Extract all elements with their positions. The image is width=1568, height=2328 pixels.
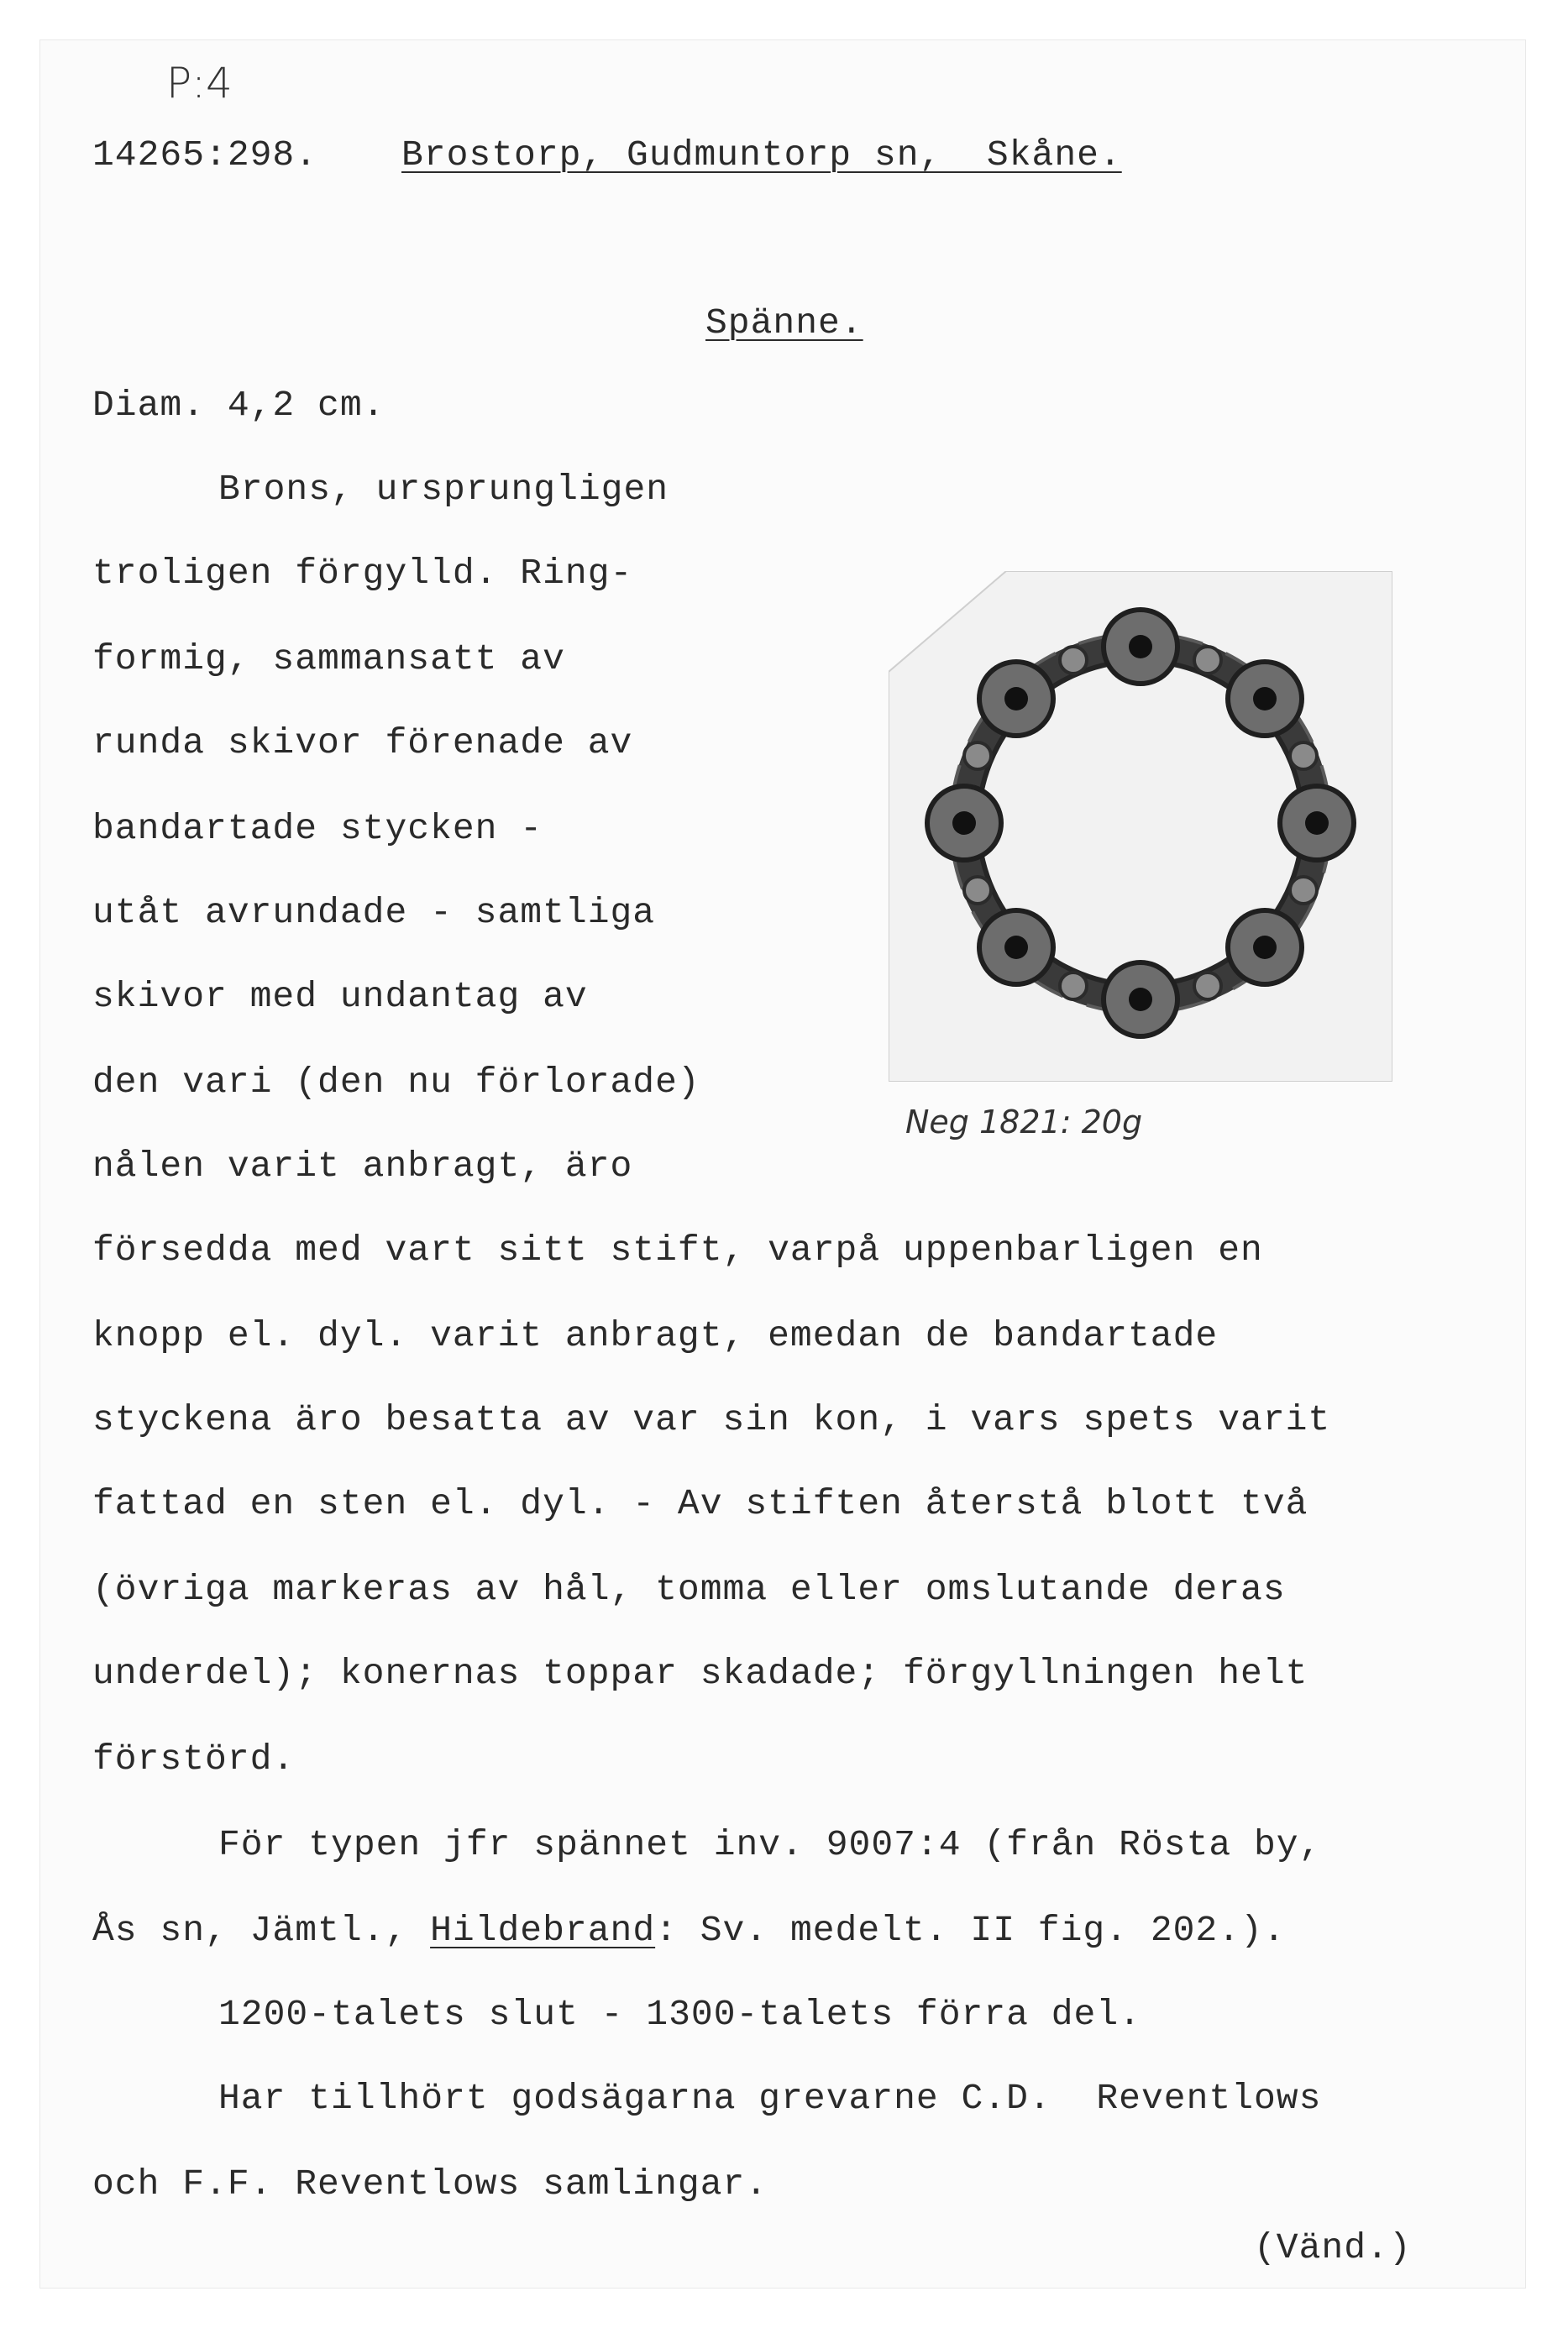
object-photograph	[889, 571, 1392, 1082]
description-line-5: bandartade stycken -	[92, 808, 543, 849]
description-line-2: troligen förgylld. Ring-	[92, 553, 633, 594]
diameter: Diam. 4,2 cm.	[92, 385, 385, 426]
object-title: Spänne.	[705, 302, 863, 343]
full-line-2: knopp el. dyl. varit anbragt, emedan de bandartade	[92, 1315, 1219, 1356]
description-line-1: Brons, ursprungligen	[218, 469, 669, 510]
provenance-line-1: Har tillhört godsägarna grevarne C.D. Reventlows	[218, 2078, 1322, 2119]
inventory-number: 14265:298.	[92, 134, 318, 176]
description-line-3: formig, sammansatt av	[92, 638, 565, 679]
description-line-8: den vari (den nu förlorade)	[92, 1062, 700, 1103]
corner-mark: P:4	[166, 59, 233, 107]
provenance-line-2: och F.F. Reventlows samlingar.	[92, 2163, 768, 2205]
reference-line-2	[92, 1910, 1286, 1951]
description-line-4: runda skivor förenade av	[92, 722, 633, 763]
description-line-9: nålen varit anbragt, äro	[92, 1146, 633, 1187]
catalog-card	[40, 40, 1525, 2288]
reference-author: Hildebrand	[430, 1910, 656, 1951]
description-line-6: utåt avrundade - samtliga	[92, 892, 656, 933]
negative-number-note: Neg 1821: 20g	[905, 1104, 1143, 1140]
full-line-1: försedda med vart sitt stift, varpå uppenbarligen en	[92, 1230, 1263, 1271]
dating: 1200-talets slut - 1300-talets förra del.	[218, 1994, 1141, 2035]
full-line-5: (övriga markeras av hål, tomma eller omslutande deras	[92, 1569, 1286, 1610]
full-line-6: underdel); konernas toppar skadade; förgyllningen helt	[92, 1653, 1308, 1694]
find-location: Brostorp, Gudmuntorp sn, Skåne.	[401, 134, 1122, 176]
full-line-7: förstörd.	[92, 1738, 296, 1780]
reference-line-2-pre: Ås sn, Jämtl.,	[92, 1910, 431, 1951]
full-line-4: fattad en sten el. dyl. - Av stiften återstå blott två	[92, 1483, 1308, 1524]
description-line-7: skivor med undantag av	[92, 976, 588, 1017]
reference-line-2-post: : Sv. medelt. II fig. 202.).	[655, 1910, 1286, 1951]
full-line-3: styckena äro besatta av var sin kon, i vars spets varit	[92, 1399, 1331, 1440]
turn-over-note: (Vänd.)	[1254, 2227, 1412, 2268]
reference-line-1: För typen jfr spännet inv. 9007:4 (från Rösta by,	[218, 1824, 1322, 1865]
